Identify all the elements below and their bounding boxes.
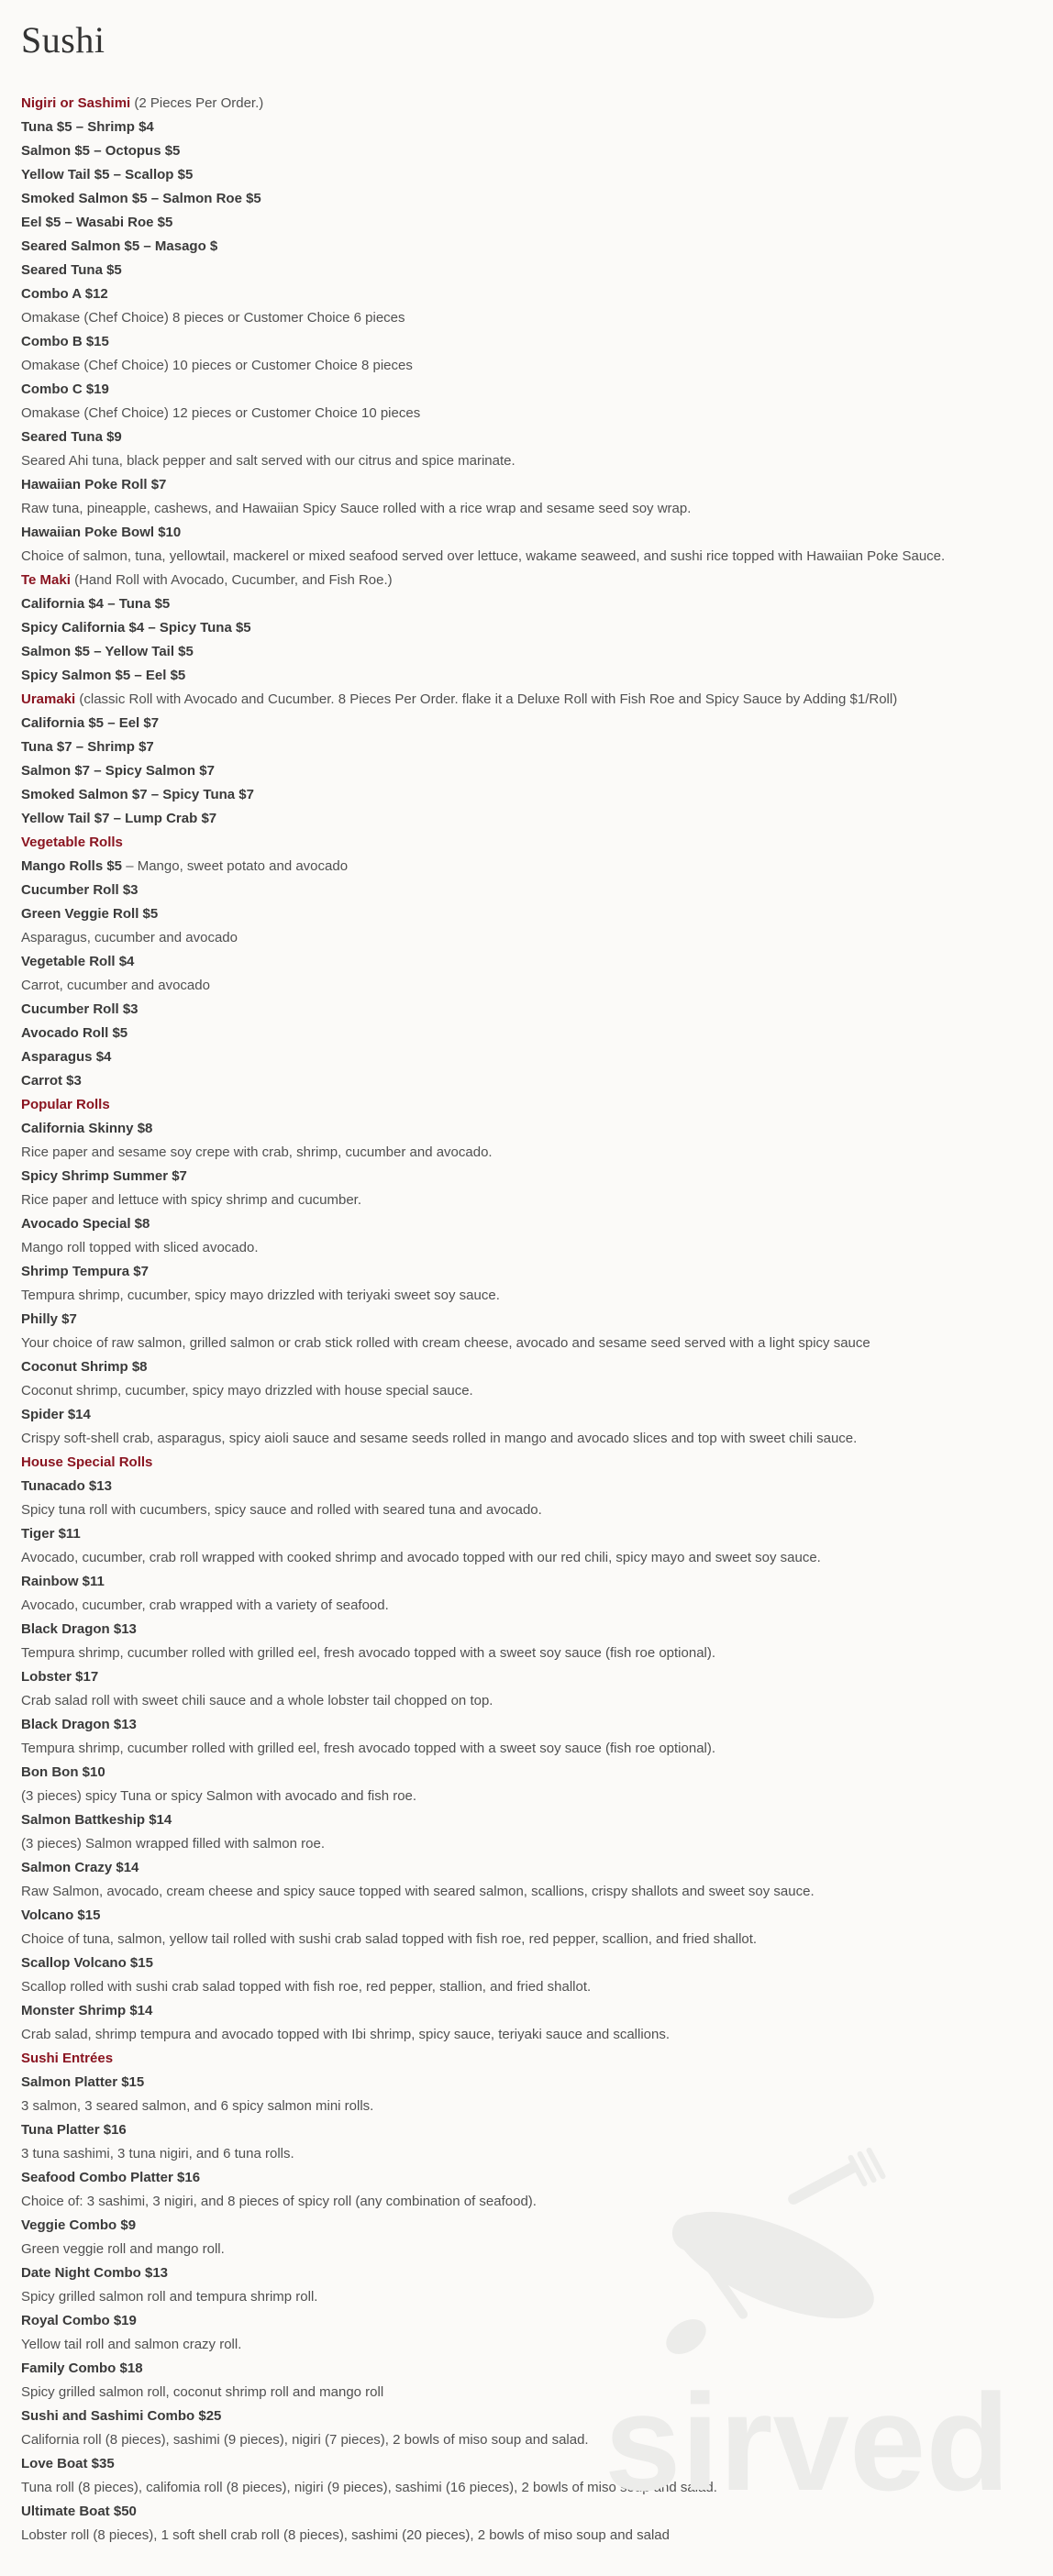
menu-item xyxy=(21,808,1039,832)
menu-item-name-price: Volcano $15 xyxy=(21,1907,101,1923)
menu-item-name-price: Hawaiian Poke Roll $7 xyxy=(21,477,167,492)
menu-item-description: Mango roll topped with sliced avocado. xyxy=(21,1240,259,1255)
menu-item xyxy=(21,164,1039,188)
menu-item xyxy=(21,2310,1039,2334)
menu-item-description: Avocado, cucumber, crab roll wrapped with cooked shrimp and avocado topped with our red chili, spicy mayo and sweet soy sauce. xyxy=(21,1550,821,1565)
menu-item-name-price: Rainbow $11 xyxy=(21,1574,105,1589)
menu-item-description: Coconut shrimp, cucumber, spicy mayo drizzled with house special sauce. xyxy=(21,1383,473,1399)
watermark-text: sirved xyxy=(604,2365,1010,2513)
menu-item-name-price: California $4 – Tuna $5 xyxy=(21,596,171,612)
menu-item-description: Lobster roll (8 pieces), 1 soft shell crab roll (8 pieces), sashimi (20 pieces), 2 bowls of miso soup and salad xyxy=(21,2527,670,2543)
menu-item-name-price: Mango Rolls $5 xyxy=(21,858,123,874)
section-note: (2 Pieces Per Order.) xyxy=(130,95,264,111)
menu-item xyxy=(21,2119,1039,2143)
menu-item-description: Rice paper and lettuce with spicy shrimp and cucumber. xyxy=(21,1192,362,1208)
menu-item xyxy=(21,951,1039,975)
menu-item-name-price: Salmon $5 – Octopus $5 xyxy=(21,143,181,159)
menu-item-name-price: Black Dragon $13 xyxy=(21,1621,137,1637)
menu-item-description: Avocado, cucumber, crab wrapped with a variety of seafood. xyxy=(21,1598,389,1613)
menu-item xyxy=(21,1619,1039,1642)
menu-item xyxy=(21,1309,1039,1332)
menu-item xyxy=(21,1476,1039,1499)
menu-item-name-price: Carrot $3 xyxy=(21,1073,82,1089)
menu-item xyxy=(21,212,1039,236)
menu-item-name-price: Smoked Salmon $5 – Salmon Roe $5 xyxy=(21,191,261,206)
menu-item-description: Your choice of raw salmon, grilled salmon or crab stick rolled with cream cheese, avocado and sesame seed served with a light spicy sauce xyxy=(21,1335,870,1351)
menu-item-name-price: Seared Tuna $9 xyxy=(21,429,122,445)
menu-item-name-price: California Skinny $8 xyxy=(21,1121,153,1136)
menu-list xyxy=(21,93,1039,2548)
menu-item-name-price: Monster Shrimp $14 xyxy=(21,2003,153,2018)
menu-item-description: 3 tuna sashimi, 3 tuna nigiri, and 6 tuna rolls. xyxy=(21,2146,294,2161)
menu-item-name-price: Cucumber Roll $3 xyxy=(21,882,139,898)
menu-item-name-price: Combo A $12 xyxy=(21,286,108,302)
menu-item-description: Tempura shrimp, cucumber rolled with grilled eel, fresh avocado topped with a sweet soy sauce (fish roe optional). xyxy=(21,1645,716,1661)
menu-item-name-price: Vegetable Roll $4 xyxy=(21,954,135,969)
section-heading xyxy=(21,1452,1039,1476)
menu-item-name-price: Date Night Combo $13 xyxy=(21,2265,169,2281)
menu-item-name-price: Tuna $7 – Shrimp $7 xyxy=(21,739,154,755)
menu-item-description: Carrot, cucumber and avocado xyxy=(21,978,210,993)
menu-item-description: Spicy grilled salmon roll and tempura shrimp roll. xyxy=(21,2289,318,2305)
menu-item-name-price: Combo C $19 xyxy=(21,381,109,397)
menu-item xyxy=(21,879,1039,903)
menu-item-description: Green veggie roll and mango roll. xyxy=(21,2241,225,2257)
section-title: Sushi Entrées xyxy=(21,2051,114,2066)
menu-item xyxy=(21,1857,1039,1881)
menu-item-description: Omakase (Chef Choice) 8 pieces or Customer Choice 6 pieces xyxy=(21,310,405,326)
menu-item xyxy=(21,1261,1039,1285)
menu-item xyxy=(21,1952,1039,1976)
section-title: Vegetable Rolls xyxy=(21,835,123,850)
menu-item xyxy=(21,1666,1039,1690)
menu-item-description: Omakase (Chef Choice) 12 pieces or Customer Choice 10 pieces xyxy=(21,405,421,421)
menu-item-name-price: Green Veggie Roll $5 xyxy=(21,906,159,922)
menu-item-name-price: Spicy Shrimp Summer $7 xyxy=(21,1168,187,1184)
menu-item-name-price: Hawaiian Poke Bowl $10 xyxy=(21,525,182,540)
section-heading xyxy=(21,689,1039,713)
menu-item-name-price: Royal Combo $19 xyxy=(21,2313,137,2328)
menu-item-name-price: Bon Bon $10 xyxy=(21,1764,105,1780)
menu-item-name-price: Avocado Roll $5 xyxy=(21,1025,128,1041)
menu-item-name-price: Black Dragon $13 xyxy=(21,1717,137,1732)
menu-item xyxy=(21,2215,1039,2239)
menu-item xyxy=(21,116,1039,140)
menu-item xyxy=(21,713,1039,736)
menu-item xyxy=(21,1356,1039,1380)
menu-item-description: Tempura shrimp, cucumber rolled with grilled eel, fresh avocado topped with a sweet soy sauce (fish roe optional). xyxy=(21,1741,716,1756)
menu-item xyxy=(21,331,1039,355)
menu-item xyxy=(21,1809,1039,1833)
menu-item xyxy=(21,379,1039,403)
menu-item-name-price: Yellow Tail $7 – Lump Crab $7 xyxy=(21,811,217,826)
menu-item-description: California roll (8 pieces), sashimi (9 pieces), nigiri (7 pieces), 2 bowls of miso soup and salad. xyxy=(21,2432,589,2448)
menu-item-name-price: Spider $14 xyxy=(21,1407,91,1422)
menu-item xyxy=(21,2000,1039,2024)
menu-item xyxy=(21,1070,1039,1094)
menu-item-name-price: Tunacado $13 xyxy=(21,1478,112,1494)
menu-item-description: Choice of salmon, tuna, yellowtail, mackerel or mixed seafood served over lettuce, wakame seaweed, and sushi rice topped with Hawaiian Poke Sauce. xyxy=(21,548,946,564)
menu-item-name-price: Smoked Salmon $7 – Spicy Tuna $7 xyxy=(21,787,254,802)
menu-item xyxy=(21,760,1039,784)
menu-item-name-price: Salmon Battkeship $14 xyxy=(21,1812,172,1828)
menu-item-name-price: Seared Salmon $5 – Masago $ xyxy=(21,238,218,254)
menu-item xyxy=(21,2072,1039,2095)
menu-item xyxy=(21,140,1039,164)
menu-item-name-price: Tuna Platter $16 xyxy=(21,2122,127,2138)
menu-item-description: Tempura shrimp, cucumber, spicy mayo drizzled with teriyaki sweet soy sauce. xyxy=(21,1288,500,1303)
menu-item-description: (3 pieces) Salmon wrapped filled with salmon roe. xyxy=(21,1836,325,1852)
menu-item-description: Seared Ahi tuna, black pepper and salt served with our citrus and spice marinate. xyxy=(21,453,515,469)
section-title: Te Maki xyxy=(21,572,71,588)
menu-item xyxy=(21,1023,1039,1046)
menu-item xyxy=(21,188,1039,212)
section-title: Uramaki xyxy=(21,691,76,707)
menu-item xyxy=(21,1213,1039,1237)
menu-item-name-price: Salmon $5 – Yellow Tail $5 xyxy=(21,644,194,659)
section-heading xyxy=(21,93,1039,116)
menu-item-name-price: Shrimp Tempura $7 xyxy=(21,1264,149,1279)
menu-item xyxy=(21,2453,1039,2477)
menu-item-description: Choice of: 3 sashimi, 3 nigiri, and 8 pieces of spicy roll (any combination of seafood). xyxy=(21,2194,537,2209)
menu-item-description: Tuna roll (8 pieces), califomia roll (8 pieces), nigiri (9 pieces), sashimi (16 pieces), 2 bowls of miso soup and salad. xyxy=(21,2480,717,2495)
menu-item xyxy=(21,1404,1039,1428)
menu-item-name-price: Eel $5 – Wasabi Roe $5 xyxy=(21,215,173,230)
section-title: Popular Rolls xyxy=(21,1097,110,1112)
menu-item-description: Yellow tail roll and salmon crazy roll. xyxy=(21,2337,242,2352)
menu-item-name-price: Family Combo $18 xyxy=(21,2360,143,2376)
menu-item-name-price: Salmon Platter $15 xyxy=(21,2074,145,2090)
menu-item-description: Raw tuna, pineapple, cashews, and Hawaiian Spicy Sauce rolled with a rice wrap and sesame seed soy wrap. xyxy=(21,501,692,516)
menu-item-name-price: Veggie Combo $9 xyxy=(21,2217,137,2233)
menu-item-name-price: California $5 – Eel $7 xyxy=(21,715,160,731)
menu-item xyxy=(21,260,1039,283)
menu-item-name-price: Salmon Crazy $14 xyxy=(21,1860,139,1875)
menu-item-name-price: Spicy California $4 – Spicy Tuna $5 xyxy=(21,620,251,636)
menu-item-name-price: Cucumber Roll $3 xyxy=(21,1001,139,1017)
menu-item xyxy=(21,617,1039,641)
menu-item-description: Choice of tuna, salmon, yellow tail rolled with sushi crab salad topped with fish roe, red pepper, scallion, and fried shallot. xyxy=(21,1931,758,1947)
menu-item-name-price: Scallop Volcano $15 xyxy=(21,1955,153,1971)
menu-item-name-price: Salmon $7 – Spicy Salmon $7 xyxy=(21,763,215,779)
menu-item xyxy=(21,665,1039,689)
menu-item-name-price: Combo B $15 xyxy=(21,334,109,349)
menu-item-description: 3 salmon, 3 seared salmon, and 6 spicy salmon mini rolls. xyxy=(21,2098,374,2114)
menu-item xyxy=(21,2501,1039,2525)
menu-item xyxy=(21,784,1039,808)
menu-item-name-price: Sushi and Sashimi Combo $25 xyxy=(21,2408,222,2424)
menu-item-description: (3 pieces) spicy Tuna or spicy Salmon with avocado and fish roe. xyxy=(21,1788,417,1804)
menu-item xyxy=(21,1905,1039,1929)
menu-item xyxy=(21,999,1039,1023)
menu-item xyxy=(21,1523,1039,1547)
section-heading xyxy=(21,832,1039,856)
menu-item xyxy=(21,2167,1039,2191)
section-note: (Hand Roll with Avocado, Cucumber, and Fish Roe.) xyxy=(70,572,393,588)
menu-item xyxy=(21,1571,1039,1595)
menu-item-description: Omakase (Chef Choice) 10 pieces or Customer Choice 8 pieces xyxy=(21,358,413,373)
menu-item xyxy=(21,1714,1039,1738)
menu-item-name-price: Tiger $11 xyxy=(21,1526,81,1542)
menu-item-inline-description: – Mango, sweet potato and avocado xyxy=(122,858,349,874)
menu-item-name-price: Tuna $5 – Shrimp $4 xyxy=(21,119,154,135)
section-heading xyxy=(21,2048,1039,2072)
menu-item-name-price: Seafood Combo Platter $16 xyxy=(21,2170,201,2185)
menu-item xyxy=(21,903,1039,927)
menu-item xyxy=(21,474,1039,498)
menu-item xyxy=(21,426,1039,450)
menu-item-name-price: Asparagus $4 xyxy=(21,1049,112,1065)
menu-item xyxy=(21,641,1039,665)
menu-item-name-price: Philly $7 xyxy=(21,1311,77,1327)
menu-item-description: Asparagus, cucumber and avocado xyxy=(21,930,238,945)
menu-item-name-price: Seared Tuna $5 xyxy=(21,262,122,278)
menu-item-description: Spicy tuna roll with cucumbers, spicy sauce and rolled with seared tuna and avocado. xyxy=(21,1502,542,1518)
menu-item xyxy=(21,522,1039,546)
menu-item-description: Crispy soft-shell crab, asparagus, spicy aioli sauce and sesame seeds rolled in mango and avocado slices and top with sweet chili sauce. xyxy=(21,1431,858,1446)
section-heading xyxy=(21,1094,1039,1118)
menu-item-description: Spicy grilled salmon roll, coconut shrimp roll and mango roll xyxy=(21,2384,384,2400)
menu-item xyxy=(21,1762,1039,1786)
menu-item xyxy=(21,856,1039,879)
menu-item-name-price: Coconut Shrimp $8 xyxy=(21,1359,148,1375)
menu-item-description: Scallop rolled with sushi crab salad topped with fish roe, red pepper, stallion, and fried shallot. xyxy=(21,1979,592,1995)
menu-item xyxy=(21,2262,1039,2286)
menu-item xyxy=(21,1046,1039,1070)
menu-item xyxy=(21,2405,1039,2429)
menu-item-name-price: Ultimate Boat $50 xyxy=(21,2504,137,2519)
menu-item-description: Rice paper and sesame soy crepe with crab, shrimp, cucumber and avocado. xyxy=(21,1144,493,1160)
menu-item xyxy=(21,593,1039,617)
menu-item-name-price: Yellow Tail $5 – Scallop $5 xyxy=(21,167,194,182)
menu-item xyxy=(21,1166,1039,1189)
menu-item xyxy=(21,736,1039,760)
section-note: (classic Roll with Avocado and Cucumber. 8 Pieces Per Order. flake it a Deluxe Roll with Fish Roe and Spicy Sauce by Adding $1/Roll) xyxy=(75,691,898,707)
menu-item-name-price: Spicy Salmon $5 – Eel $5 xyxy=(21,668,186,683)
menu-item xyxy=(21,2358,1039,2382)
menu-item-name-price: Lobster $17 xyxy=(21,1669,99,1685)
menu-item-description: Raw Salmon, avocado, cream cheese and spicy sauce topped with seared salmon, scallions, crispy shallots and sweet soy sauce. xyxy=(21,1884,815,1899)
menu-item-name-price: Avocado Special $8 xyxy=(21,1216,150,1232)
menu-item-description: Crab salad, shrimp tempura and avocado topped with Ibi shrimp, spicy sauce, teriyaki sauce and scallions. xyxy=(21,2027,671,2042)
page-title: Sushi xyxy=(21,19,105,61)
menu-item-description: Crab salad roll with sweet chili sauce and a whole lobster tail chopped on top. xyxy=(21,1693,493,1708)
menu-item-name-price: Love Boat $35 xyxy=(21,2456,115,2471)
section-heading xyxy=(21,569,1039,593)
menu-item xyxy=(21,236,1039,260)
section-title: House Special Rolls xyxy=(21,1454,153,1470)
menu-item xyxy=(21,283,1039,307)
menu-item xyxy=(21,1118,1039,1142)
section-title: Nigiri or Sashimi xyxy=(21,95,131,111)
